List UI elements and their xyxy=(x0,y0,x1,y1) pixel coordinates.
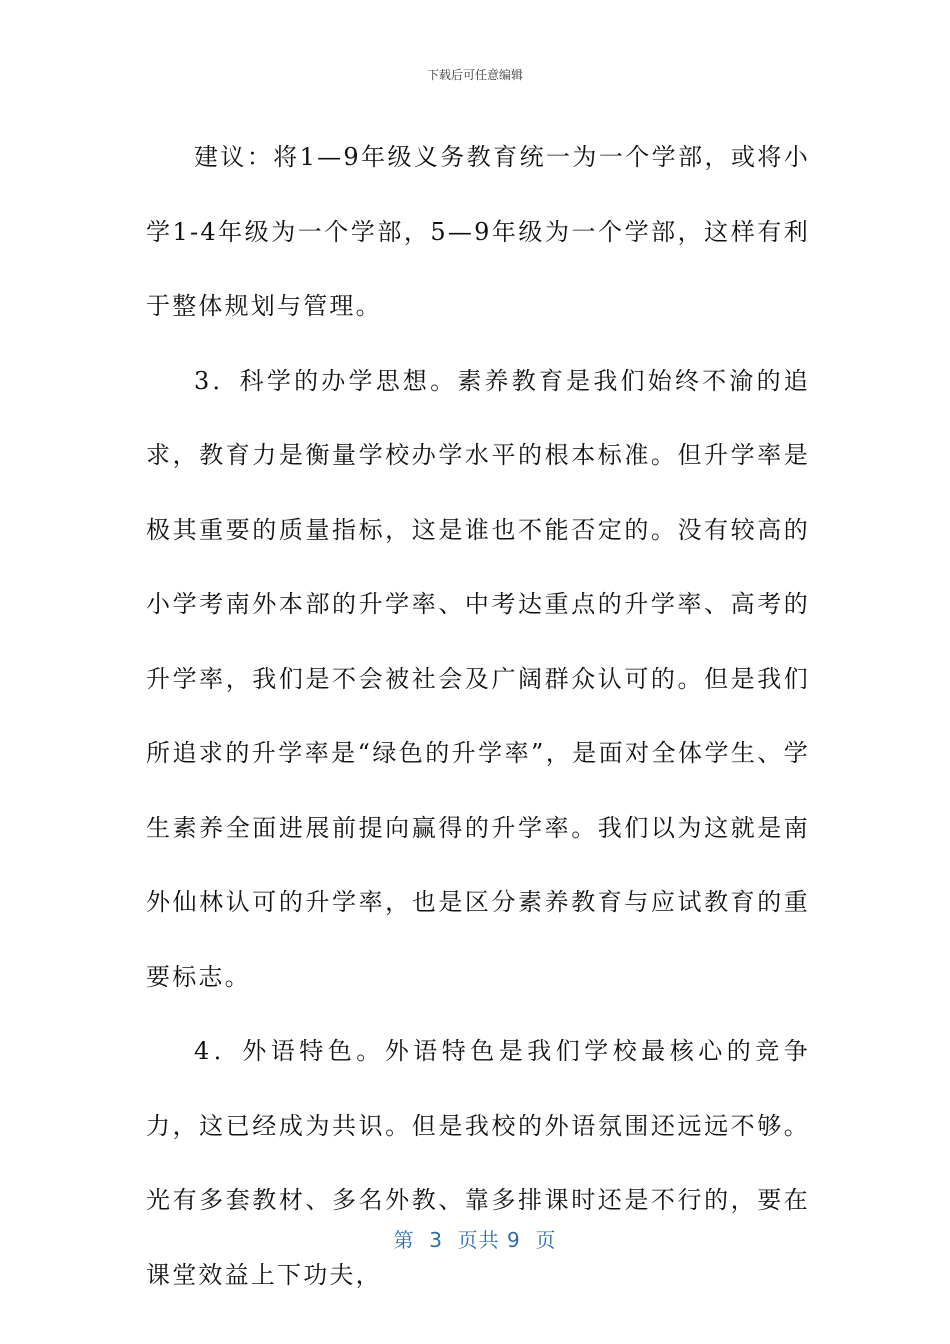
paragraph-suggestion: 建议：将1—9年级义务教育统一为一个学部，或将小学1-4年级为一个学部，5—9年级为一个学部，这样有利于整体规划与管理。 xyxy=(146,143,810,320)
paragraph-school-philosophy: 3．科学的办学思想。素养教育是我们始终不渝的追求，教育力是衡量学校办学水平的根本标准。但升学率是极其重要的质量指标，这是谁也不能否定的。没有较高的小学考南外本部的升学率、中考达重点的升学率、高考的升学率，我们是不会被社会及广阔群众认可的。但是我们所追求的升学率是“绿色的升学率”，是面对全体学生、学生素养全面进展前提向赢得的升学率。我们以为这就是南外仙林认可的升学率，也是区分素养教育与应试教育的重要标志。 xyxy=(146,366,810,991)
page-header: 下载后可任意编辑 xyxy=(426,68,523,82)
document-body xyxy=(146,120,810,1312)
page-number-footer: 第 3 页共 9 页 xyxy=(393,1228,557,1252)
paragraph-foreign-language: 4．外语特色。外语特色是我们学校最核心的竞争力，这已经成为共识。但是我校的外语氛围还远远不够。光有多套教材、多名外教、靠多排课时还是不行的，要在课堂效益上下功夫， xyxy=(146,1037,810,1289)
